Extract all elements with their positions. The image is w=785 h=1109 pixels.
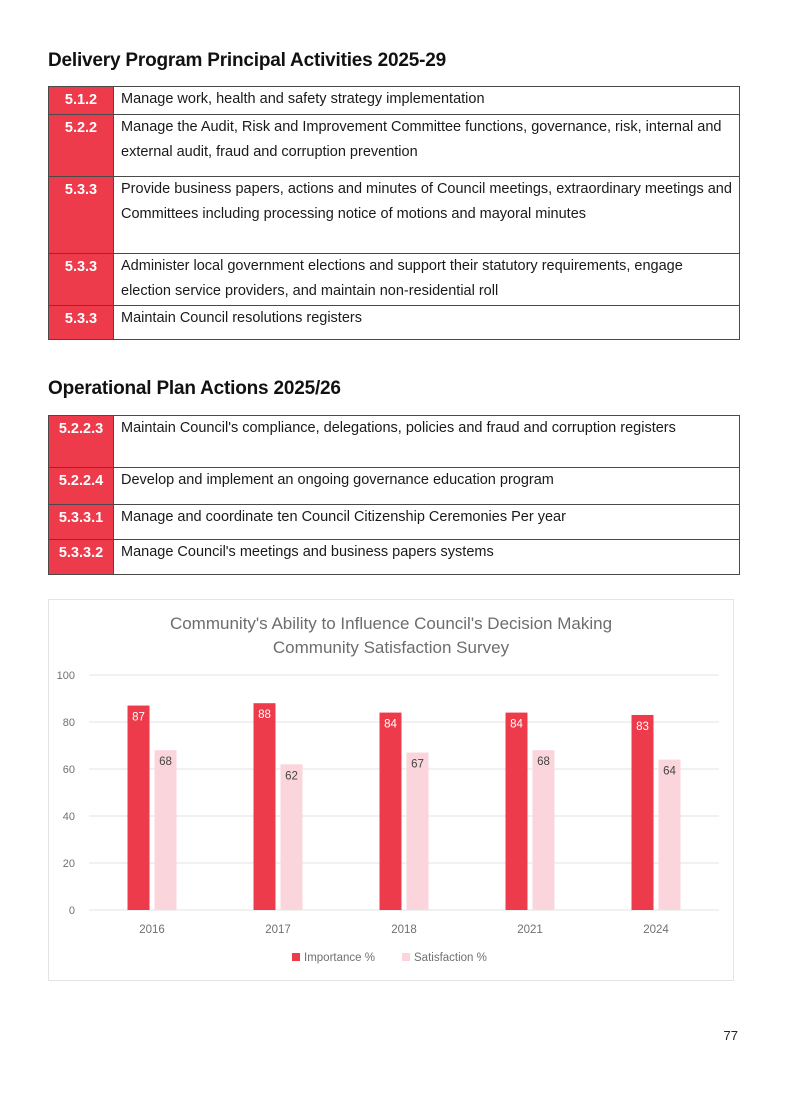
legend-swatch bbox=[402, 953, 410, 961]
table-row bbox=[49, 505, 740, 540]
action-code: 5.2.2.4 bbox=[49, 468, 114, 505]
table-row bbox=[49, 177, 740, 254]
x-tick-label: 2021 bbox=[517, 924, 543, 936]
bars bbox=[128, 703, 681, 910]
satisfaction-data-label: 68 bbox=[159, 756, 172, 769]
y-tick-label: 100 bbox=[56, 670, 75, 682]
action-code: 5.2.2.3 bbox=[49, 416, 114, 468]
chart-subtitle: Community Satisfaction Survey bbox=[272, 638, 510, 657]
satisfaction-bar bbox=[281, 764, 303, 910]
satisfaction-data-label: 68 bbox=[537, 756, 550, 769]
operational-actions-table bbox=[48, 415, 740, 575]
action-code: 5.3.3.2 bbox=[49, 540, 114, 575]
x-tick-label: 2016 bbox=[139, 924, 165, 936]
activity-description: Manage work, health and safety strategy implementation bbox=[114, 87, 740, 115]
activity-description: Administer local government elections and support their statutory requirements, engage election service providers, and maintain non-residential roll bbox=[114, 254, 740, 306]
x-tick-label: 2017 bbox=[265, 924, 291, 936]
x-tick-label: 2018 bbox=[391, 924, 417, 936]
importance-data-label: 87 bbox=[132, 711, 145, 724]
delivery-activities-table bbox=[48, 86, 740, 340]
importance-data-label: 88 bbox=[258, 709, 271, 722]
y-tick-label: 40 bbox=[62, 811, 75, 823]
activity-code: 5.2.2 bbox=[49, 115, 114, 177]
legend-swatch bbox=[292, 953, 300, 961]
y-tick-label: 60 bbox=[62, 764, 75, 776]
table-row bbox=[49, 468, 740, 505]
gridlines bbox=[89, 675, 719, 910]
action-description: Manage Council's meetings and business papers systems bbox=[114, 540, 740, 575]
legend-label: Satisfaction % bbox=[414, 952, 487, 964]
table-row bbox=[49, 254, 740, 306]
activity-code: 5.3.3 bbox=[49, 254, 114, 306]
chart-legend bbox=[292, 952, 487, 964]
importance-bar bbox=[380, 713, 402, 910]
activity-code: 5.3.3 bbox=[49, 177, 114, 254]
table-row bbox=[49, 306, 740, 340]
activity-description: Manage the Audit, Risk and Improvement Committee functions, governance, risk, internal and external audit, fraud and corruption prevention bbox=[114, 115, 740, 177]
x-axis-ticks bbox=[139, 924, 669, 936]
page-number: 77 bbox=[723, 1028, 738, 1043]
table-row bbox=[49, 416, 740, 468]
table-row bbox=[49, 540, 740, 575]
y-tick-label: 0 bbox=[68, 905, 75, 917]
activity-description: Maintain Council resolutions registers bbox=[114, 306, 740, 340]
y-tick-label: 80 bbox=[62, 717, 75, 729]
table-row bbox=[49, 87, 740, 115]
satisfaction-bar bbox=[533, 750, 555, 910]
satisfaction-bar-chart bbox=[48, 599, 734, 981]
action-description: Develop and implement an ongoing governance education program bbox=[114, 468, 740, 505]
satisfaction-bar bbox=[155, 750, 177, 910]
importance-data-label: 83 bbox=[636, 720, 649, 733]
legend-label: Importance % bbox=[304, 952, 375, 964]
importance-data-label: 84 bbox=[510, 718, 523, 731]
activity-code: 5.3.3 bbox=[49, 306, 114, 340]
satisfaction-data-label: 62 bbox=[285, 770, 298, 783]
satisfaction-data-label: 67 bbox=[411, 758, 424, 771]
y-axis-ticks bbox=[57, 670, 75, 917]
y-tick-label: 20 bbox=[62, 858, 75, 870]
activity-description: Provide business papers, actions and minutes of Council meetings, extraordinary meetings and Committees including processing notice of motions and mayoral minutes bbox=[114, 177, 740, 254]
satisfaction-bar bbox=[659, 760, 681, 910]
action-description: Maintain Council's compliance, delegations, policies and fraud and corruption registers bbox=[114, 416, 740, 468]
chart-title: Community's Ability to Influence Council's Decision Making bbox=[169, 614, 613, 633]
operational-section-title: Operational Plan Actions 2025/26 bbox=[48, 378, 341, 399]
importance-bar bbox=[506, 713, 528, 910]
satisfaction-bar bbox=[407, 753, 429, 910]
importance-data-label: 84 bbox=[384, 718, 397, 731]
satisfaction-data-label: 64 bbox=[663, 765, 676, 778]
importance-bar bbox=[128, 706, 150, 910]
x-tick-label: 2024 bbox=[643, 924, 669, 936]
activity-code: 5.1.2 bbox=[49, 87, 114, 115]
importance-bar bbox=[632, 715, 654, 910]
importance-bar bbox=[254, 703, 276, 910]
delivery-section-title: Delivery Program Principal Activities 2025-29 bbox=[48, 50, 446, 71]
action-description: Manage and coordinate ten Council Citizenship Ceremonies Per year bbox=[114, 505, 740, 540]
action-code: 5.3.3.1 bbox=[49, 505, 114, 540]
table-row bbox=[49, 115, 740, 177]
